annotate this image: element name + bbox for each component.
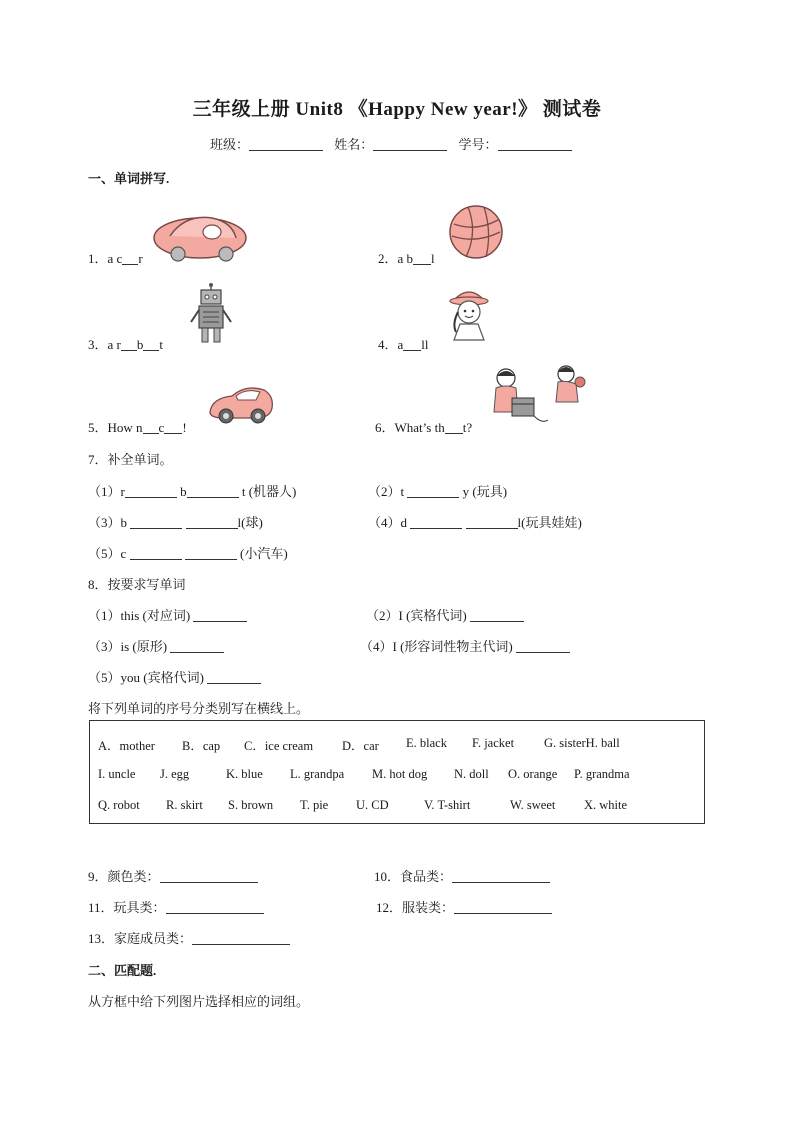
student-info [210, 134, 580, 153]
word-item: O. orange [508, 767, 558, 781]
blank[interactable] [407, 485, 459, 498]
q8-item-2: （2）I (宾格代词) [366, 605, 524, 624]
section2-instruction: 从方框中给下列图片选择相应的词组。 [88, 994, 310, 1009]
word-item: B．cap [182, 739, 221, 753]
q13: 13．家庭成员类： [88, 928, 290, 947]
blank[interactable] [170, 640, 224, 653]
q9: 9．颜色类： [88, 866, 258, 885]
q8-item-5: （5）you (宾格代词) [88, 667, 261, 686]
word-item: M. hot dog [372, 767, 428, 781]
word-item: X. white [584, 798, 628, 812]
blank[interactable] [516, 640, 570, 653]
blank[interactable] [186, 516, 238, 529]
word-item: I. uncle [98, 767, 136, 781]
blank[interactable] [445, 421, 463, 434]
word-item: D．car [342, 739, 379, 753]
q12: 12．服装类： [376, 897, 552, 916]
blank[interactable] [164, 421, 182, 434]
item-2: 2．a b l [378, 251, 435, 266]
word-item: J. egg [160, 767, 190, 781]
q11: 11．玩具类： [88, 897, 264, 916]
race-car-icon [206, 380, 276, 428]
word-item: A．mother [98, 739, 155, 753]
blank[interactable] [122, 252, 138, 265]
word-item: N. doll [454, 767, 489, 781]
robot-icon [188, 282, 234, 346]
q8-item-1: （1）this (对应词) [88, 605, 247, 624]
word-item: K. blue [226, 767, 263, 781]
section2-heading: 二、匹配题. [88, 963, 157, 978]
ball-icon [448, 204, 504, 260]
q8-heading: 8．按要求写单词 [88, 577, 186, 592]
blank[interactable] [125, 485, 177, 498]
item-3: 3．a r b t [88, 337, 163, 352]
answer-blank[interactable] [452, 870, 550, 883]
word-item: R. skirt [166, 798, 203, 812]
item-1: 1．a c r [88, 251, 143, 266]
blank[interactable] [413, 252, 431, 265]
name-label: 姓名： [334, 137, 374, 152]
word-item: Q. robot [98, 798, 140, 812]
blank[interactable] [143, 421, 159, 434]
doll-icon [444, 284, 494, 344]
blank[interactable] [130, 547, 182, 560]
item-5: 5．How n c ! [88, 420, 187, 435]
word-item: C．ice cream [244, 739, 314, 753]
word-item: P. grandma [574, 767, 630, 781]
item-4: 4．a ll [378, 337, 429, 352]
toy-car-icon [150, 208, 250, 264]
word-item: S. brown [228, 798, 274, 812]
classify-instruction: 将下列单词的序号分类别写在横线上。 [88, 701, 310, 716]
q7-item-2: （2）t y (玩具) [368, 484, 508, 499]
answer-blank[interactable] [160, 870, 258, 883]
class-field[interactable] [249, 138, 323, 151]
blank[interactable] [187, 485, 239, 498]
q10: 10．食品类： [374, 866, 550, 885]
q7-item-5: （5）c (小汽车) [88, 546, 288, 561]
blank[interactable] [207, 671, 261, 684]
answer-blank[interactable] [454, 901, 552, 914]
section1-heading: 一、单词拼写. [88, 171, 170, 186]
answer-blank[interactable] [166, 901, 264, 914]
children-with-gift-icon [486, 362, 590, 430]
word-item: G. sisterH. ball [544, 736, 620, 750]
q7-item-1: （1）r b t (机器人) [88, 484, 297, 499]
q7-item-4: （4）d l(玩具娃娃) [368, 515, 582, 530]
blank[interactable] [470, 609, 524, 622]
word-item: V. T-shirt [424, 798, 471, 812]
word-item: L. grandpa [290, 767, 345, 781]
blank[interactable] [403, 338, 421, 351]
number-field[interactable] [498, 138, 572, 151]
q8-item-3: （3）is (原形) [88, 636, 224, 655]
blank[interactable] [410, 516, 462, 529]
blank[interactable] [121, 338, 137, 351]
blank[interactable] [143, 338, 159, 351]
item-6: 6．What’s th t? [375, 420, 473, 435]
q7-item-3: （3）b l(球) [88, 515, 263, 530]
word-bank-box [89, 720, 705, 824]
blank[interactable] [130, 516, 182, 529]
name-field[interactable] [373, 138, 447, 151]
q7-heading: 7．补全单词。 [88, 452, 173, 467]
word-item: E. black [406, 736, 447, 750]
blank[interactable] [466, 516, 518, 529]
word-item: U. CD [356, 798, 389, 812]
blank[interactable] [193, 609, 247, 622]
q8-item-4: （4）I (形容词性物主代词) [360, 636, 570, 655]
class-label: 班级： [210, 137, 250, 152]
answer-blank[interactable] [192, 932, 290, 945]
word-item: T. pie [300, 798, 329, 812]
number-label: 学号： [458, 137, 498, 152]
blank[interactable] [185, 547, 237, 560]
page-title: 三年级上册 Unit8 《Happy New year!》 测试卷 [192, 99, 602, 120]
word-item: F. jacket [472, 736, 515, 750]
word-item: W. sweet [510, 798, 556, 812]
